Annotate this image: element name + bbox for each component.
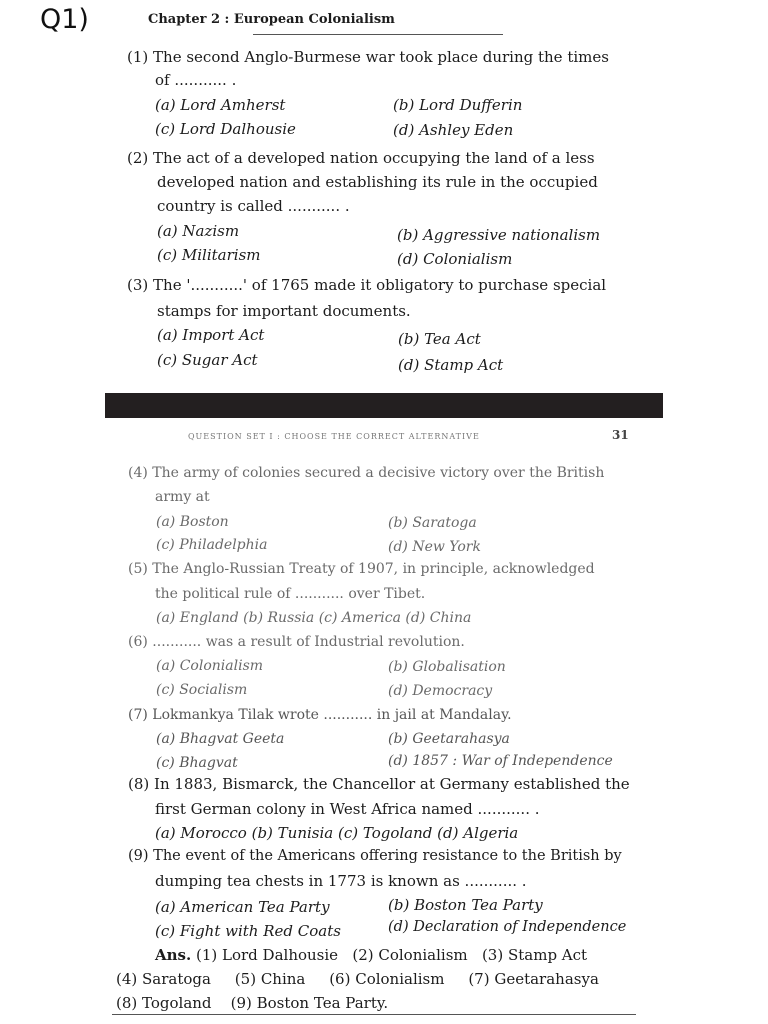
question-2: (2) The act of a developed nation occupying the land of a less [127,149,595,167]
q7-option-d: (d) 1857 : War of Independence [388,753,613,769]
chapter-underline [253,34,503,35]
answers-row-1: Ans. (1) Lord Dalhousie (2) Colonialism (3) Stamp Act [155,946,588,964]
q4-option-b: (b) Saratoga [388,515,477,531]
q7-option-a: (a) Bhagvat Geeta [156,731,285,747]
question-7: (7) Lokmankya Tilak wrote ........... in jail at Mandalay. [128,707,512,723]
q3-option-b: (b) Tea Act [398,330,481,348]
answers-row-3: (8) Togoland (9) Boston Tea Party. [116,994,389,1012]
q4-option-d: (d) New York [388,539,481,555]
question-4: (4) The army of colonies secured a decisive victory over the British [128,465,605,481]
q9-option-b: (b) Boston Tea Party [388,896,543,914]
q4-option-a: (a) Boston [156,514,229,530]
q1-option-a: (a) Lord Amherst [155,96,286,114]
question-set-header: QUESTION SET I : CHOOSE THE CORRECT ALTERNATIVE [188,432,480,441]
chapter-title: Chapter 2 : European Colonialism [148,12,395,27]
q6-option-b: (b) Globalisation [388,659,506,675]
q7-option-c: (c) Bhagvat [156,755,238,771]
question-5: (5) The Anglo-Russian Treaty of 1907, in principle, acknowledged [128,561,595,577]
q8-options: (a) Morocco (b) Tunisia (c) Togoland (d) Algeria [155,824,519,842]
question-9: (9) The event of the Americans offering resistance to the British by [128,848,622,864]
q2-option-c: (c) Militarism [157,246,261,264]
q1-option-c: (c) Lord Dalhousie [155,120,296,138]
q4-option-c: (c) Philadelphia [156,537,268,553]
q2-option-a: (a) Nazism [157,222,240,240]
question-6: (6) ........... was a result of Industrial revolution. [128,634,465,650]
q5-options: (a) England (b) Russia (c) America (d) China [156,610,472,626]
question-4-line2: army at [155,489,210,505]
q6-option-c: (c) Socialism [156,682,248,698]
question-5-line2: the political rule of ........... over Tibet. [155,586,426,602]
q9-option-a: (a) American Tea Party [155,898,330,916]
q9-option-d: (d) Declaration of Independence [388,919,627,935]
q6-option-a: (a) Colonialism [156,658,264,674]
q2-option-d: (d) Colonialism [397,250,513,268]
q1-label: Q1) [40,4,89,35]
bottom-rule [112,1014,636,1015]
q1-option-b: (b) Lord Dufferin [393,96,523,114]
page-divider-bar [105,393,663,418]
question-1: (1) The second Anglo-Burmese war took place during the times [127,48,609,66]
question-2-line3: country is called ........... . [157,197,350,215]
q3-option-c: (c) Sugar Act [157,351,258,369]
q7-option-b: (b) Geetarahasya [388,731,510,747]
question-1-line2: of ........... . [155,71,237,89]
question-8-line2: first German colony in West Africa named ........... . [155,800,540,818]
question-3-line2: stamps for important documents. [157,302,411,320]
q3-option-d: (d) Stamp Act [398,356,504,374]
question-2-line2: developed nation and establishing its rule in the occupied [157,173,598,191]
q3-option-a: (a) Import Act [157,326,265,344]
answers-row-2: (4) Saratoga (5) China (6) Colonialism (7) Geetarahasya [116,970,599,988]
q2-option-b: (b) Aggressive nationalism [397,226,601,244]
q9-option-c: (c) Fight with Red Coats [155,922,341,940]
question-9-line2: dumping tea chests in 1773 is known as ........... . [155,872,527,890]
question-8: (8) In 1883, Bismarck, the Chancellor at Germany established the [128,775,630,793]
page-number: 31 [612,428,629,442]
q1-option-d: (d) Ashley Eden [393,121,514,139]
question-3: (3) The '...........' of 1765 made it obligatory to purchase special [127,276,607,294]
q6-option-d: (d) Democracy [388,683,493,699]
